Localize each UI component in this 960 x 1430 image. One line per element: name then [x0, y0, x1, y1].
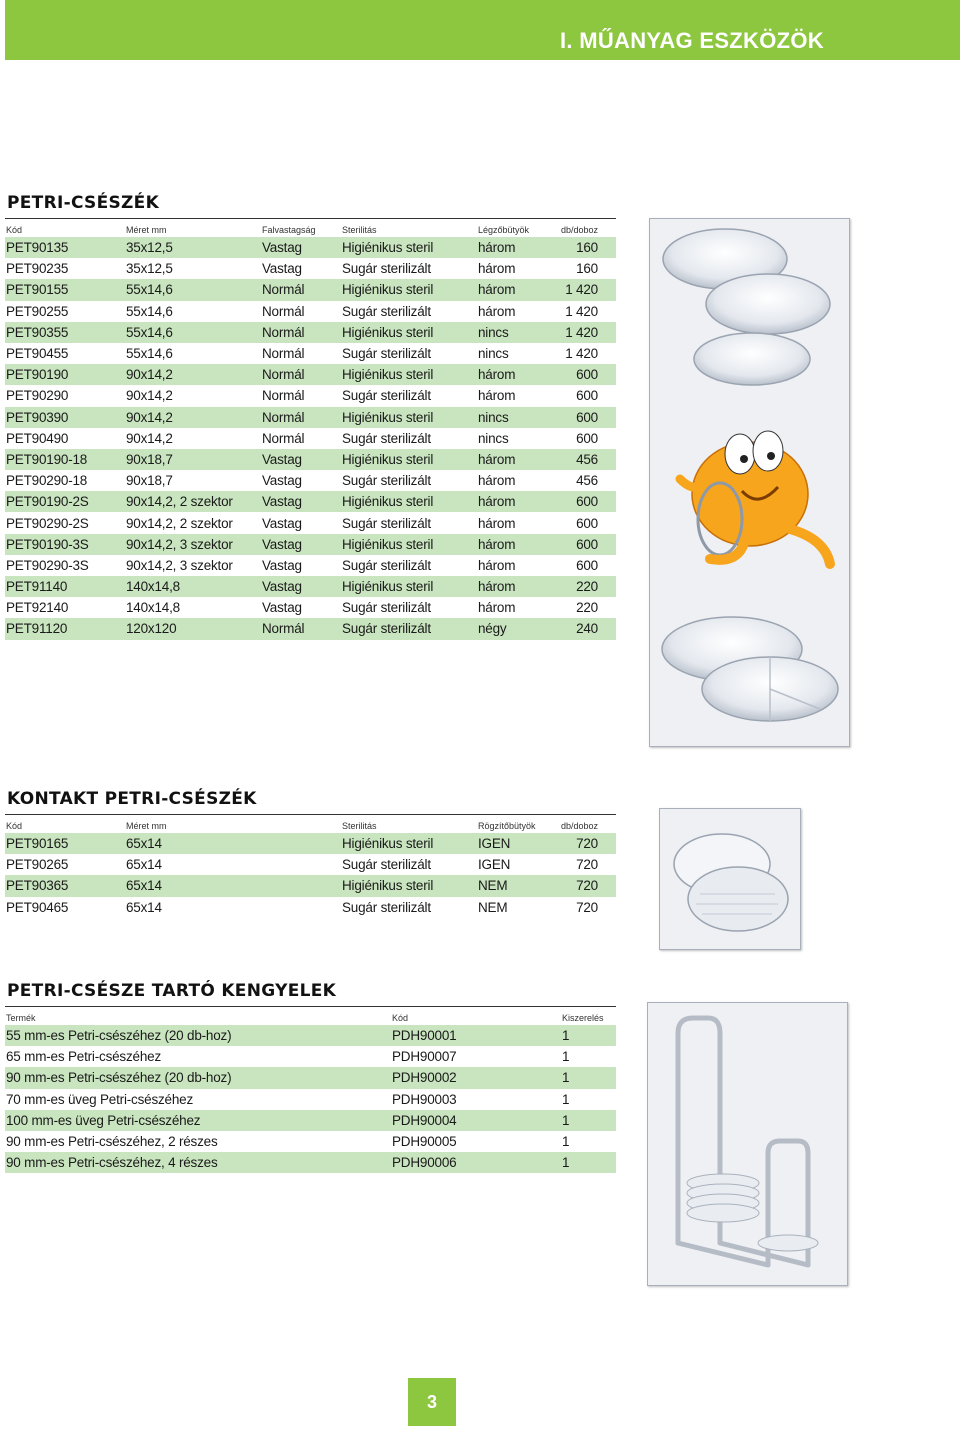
column-header: Rögzítőbütyök	[478, 820, 536, 831]
table-row	[5, 875, 616, 896]
table-cell: PET90465	[6, 899, 69, 915]
table-cell: Vastag	[262, 473, 302, 489]
table-cell: Normál	[262, 388, 305, 404]
table-cell: PET90190-3S	[5, 534, 125, 555]
column-header: Méret mm	[126, 820, 167, 831]
table-cell: IGEN	[478, 857, 511, 873]
table-row	[5, 1046, 616, 1067]
table-cell: három	[478, 388, 516, 404]
page-title: I. MŰANYAG ESZKÖZÖK	[559, 28, 824, 53]
table-cell: nincs	[477, 407, 550, 428]
table-cell	[261, 833, 341, 854]
table-cell: három	[478, 261, 516, 277]
table-cell: 1 420	[565, 346, 598, 362]
kontakt-table	[5, 818, 616, 918]
table-cell: 90x14,2	[125, 364, 261, 385]
table-cell: Normál	[261, 618, 341, 639]
table-cell: 720	[576, 899, 598, 915]
table-cell: Higiénikus steril	[341, 491, 477, 512]
table-cell: 90x14,2	[126, 430, 173, 446]
table-cell: Sugár sterilizált	[342, 303, 431, 319]
petri-dish-large-icon	[662, 617, 838, 721]
table-cell: PET90355	[5, 322, 125, 343]
table-cell: Vastag	[262, 557, 302, 573]
table-row	[5, 534, 616, 555]
table-cell: három	[477, 237, 550, 258]
table-cell: NEM	[477, 875, 550, 896]
table-cell: három	[477, 576, 550, 597]
table-cell: PET91140	[5, 576, 125, 597]
column-header: Légzőbütyök	[478, 224, 530, 235]
column-header: Falvastagság	[262, 224, 316, 235]
table-cell: PET90365	[5, 875, 125, 896]
table-cell: három	[477, 279, 550, 300]
table-cell: 600	[576, 557, 598, 573]
table-row	[5, 833, 616, 854]
table-cell: PDH90007	[392, 1049, 457, 1065]
table-cell: PDH90005	[392, 1134, 457, 1150]
tarto-table	[5, 1010, 616, 1173]
table-row	[5, 385, 616, 406]
table-cell: 720	[550, 875, 616, 896]
kontakt-petri-photo	[659, 808, 801, 950]
table-cell: Sugár sterilizált	[342, 600, 431, 616]
mascot-icon	[680, 431, 830, 564]
table-cell: 55x14,6	[126, 346, 173, 362]
table-cell: 456	[576, 473, 598, 489]
table-cell: 600	[576, 430, 598, 446]
table-cell: 90 mm-es Petri-csészéhez, 2 részes	[6, 1134, 218, 1150]
table-cell: Higiénikus steril	[341, 279, 477, 300]
table-cell: 90x14,2, 3 szektor	[125, 534, 261, 555]
table-cell	[261, 875, 341, 896]
petri-section-title: PETRI-CSÉSZÉK	[7, 193, 160, 213]
table-cell: Sugár sterilizált	[342, 261, 431, 277]
table-cell: három	[478, 600, 516, 616]
table-cell: 1 420	[565, 303, 598, 319]
column-header: Méret mm	[126, 224, 167, 235]
table-cell	[261, 897, 341, 918]
table-cell: Higiénikus steril	[341, 833, 477, 854]
table-cell: Vastag	[261, 534, 341, 555]
column-header: Kiszerelés	[562, 1012, 604, 1023]
table-row	[5, 343, 616, 364]
table-cell: Vastag	[261, 237, 341, 258]
table-cell: Higiénikus steril	[341, 576, 477, 597]
table-cell: 70 mm-es üveg Petri-csészéhez	[6, 1091, 194, 1107]
table-cell: PDH90002	[391, 1067, 561, 1088]
table-cell: Normál	[261, 407, 341, 428]
table-cell: 90x14,2	[125, 407, 261, 428]
table-cell: négy	[477, 618, 550, 639]
table-cell: PDH90004	[391, 1110, 561, 1131]
table-cell: PDH90006	[391, 1152, 561, 1173]
table-cell: nincs	[477, 322, 550, 343]
table-cell: 140x14,8	[126, 600, 180, 616]
table-cell: 1	[561, 1152, 616, 1173]
table-row	[5, 597, 616, 618]
table-cell: 720	[550, 833, 616, 854]
table-cell: Sugár sterilizált	[342, 899, 431, 915]
kontakt-header-row	[5, 818, 616, 833]
kontakt-section-title: KONTAKT PETRI-CSÉSZÉK	[7, 789, 257, 809]
table-cell: 456	[550, 449, 616, 470]
table-row	[5, 237, 616, 258]
table-cell: Higiénikus steril	[341, 449, 477, 470]
table-cell: PET90190-2S	[5, 491, 125, 512]
petri-header-row	[5, 222, 616, 237]
petri-table	[5, 222, 616, 640]
table-row	[5, 322, 616, 343]
table-row	[5, 1131, 616, 1152]
table-row	[5, 258, 616, 279]
column-header: Sterilitás	[342, 820, 377, 831]
table-cell: Sugár sterilizált	[342, 473, 431, 489]
table-cell: Higiénikus steril	[341, 407, 477, 428]
table-cell: 1	[561, 1110, 616, 1131]
table-row	[5, 301, 616, 322]
table-cell: 720	[576, 857, 598, 873]
table-row	[5, 1152, 616, 1173]
table-row	[5, 512, 616, 533]
table-cell: PET90265	[6, 857, 69, 873]
column-header: Sterilitás	[342, 224, 377, 235]
table-cell: 1 420	[550, 279, 616, 300]
column-header: Kód	[392, 1012, 409, 1023]
table-cell: Higiénikus steril	[341, 875, 477, 896]
column-header: db/doboz	[560, 820, 598, 831]
table-cell: 600	[550, 491, 616, 512]
table-cell: Vastag	[262, 261, 302, 277]
table-cell: Normál	[262, 303, 305, 319]
table-row	[5, 364, 616, 385]
table-cell: PET90290-2S	[6, 515, 89, 531]
table-cell: 65x14	[125, 833, 261, 854]
table-cell: PET90490	[6, 430, 69, 446]
petri-dishes-photo	[649, 218, 850, 747]
table-cell: 140x14,8	[125, 576, 261, 597]
table-cell: PET90390	[5, 407, 125, 428]
table-cell: 65x14	[125, 875, 261, 896]
tarto-title-rule	[5, 1006, 616, 1007]
table-cell: PET90255	[6, 303, 69, 319]
table-cell: 220	[576, 600, 598, 616]
table-row	[5, 491, 616, 512]
table-cell: három	[478, 515, 516, 531]
table-cell: 55x14,6	[125, 322, 261, 343]
table-cell: Sugár sterilizált	[342, 430, 431, 446]
table-cell: 1	[562, 1091, 570, 1107]
table-row	[5, 1089, 616, 1110]
column-header: Kód	[6, 224, 23, 235]
table-cell: Vastag	[262, 600, 302, 616]
table-cell: PET90190	[5, 364, 125, 385]
column-header: Termék	[6, 1012, 36, 1023]
table-row	[5, 897, 616, 918]
table-cell: 120x120	[125, 618, 261, 639]
table-cell: Normál	[262, 346, 305, 362]
table-cell: Higiénikus steril	[341, 237, 477, 258]
table-cell: 90 mm-es Petri-csészéhez (20 db-hoz)	[5, 1067, 391, 1088]
table-cell: PDH90001	[391, 1025, 561, 1046]
page-number: 3	[408, 1378, 456, 1426]
table-cell: 160	[550, 237, 616, 258]
table-cell: IGEN	[477, 833, 550, 854]
table-cell: 1 420	[550, 322, 616, 343]
rack-icon	[678, 1018, 808, 1265]
table-cell: 1	[561, 1067, 616, 1088]
kontakt-dish-icon	[674, 834, 788, 931]
table-cell	[261, 854, 341, 875]
table-cell: PDH90003	[392, 1091, 457, 1107]
table-cell: 65x14	[126, 899, 162, 915]
table-row	[5, 449, 616, 470]
table-cell: 600	[576, 388, 598, 404]
table-cell: Normál	[261, 279, 341, 300]
table-cell: Vastag	[261, 491, 341, 512]
table-cell: Sugár sterilizált	[341, 618, 477, 639]
table-cell: PET91120	[5, 618, 125, 639]
table-cell: PET90290	[6, 388, 69, 404]
table-cell: 1	[562, 1134, 570, 1150]
table-row	[5, 555, 616, 576]
table-cell: három	[478, 557, 516, 573]
table-cell: 65x14	[126, 857, 162, 873]
table-cell: PET90155	[5, 279, 125, 300]
table-row	[5, 428, 616, 449]
table-cell: 600	[576, 515, 598, 531]
petri-rack-photo	[647, 1002, 848, 1286]
column-header	[261, 818, 341, 833]
table-row	[5, 618, 616, 639]
table-cell: Sugár sterilizált	[342, 857, 431, 873]
table-cell: Sugár sterilizált	[342, 346, 431, 362]
table-cell: három	[477, 449, 550, 470]
table-cell: Normál	[261, 322, 341, 343]
table-row	[5, 1025, 616, 1046]
column-header: db/doboz	[560, 224, 598, 235]
table-cell: nincs	[478, 346, 509, 362]
petri-dish-icon	[663, 229, 830, 385]
table-row	[5, 279, 616, 300]
table-cell: Higiénikus steril	[341, 322, 477, 343]
table-cell: Normál	[261, 364, 341, 385]
table-cell: Vastag	[262, 515, 302, 531]
table-row	[5, 854, 616, 875]
table-cell: három	[477, 364, 550, 385]
table-cell: 65 mm-es Petri-csészéhez	[6, 1049, 161, 1065]
table-cell: 55 mm-es Petri-csészéhez (20 db-hoz)	[5, 1025, 391, 1046]
table-cell: Vastag	[261, 449, 341, 470]
table-cell: PET90135	[5, 237, 125, 258]
table-cell: 90x14,2, 2 szektor	[126, 515, 233, 531]
table-row	[5, 470, 616, 491]
table-cell: 100 mm-es üveg Petri-csészéhez	[5, 1110, 391, 1131]
table-cell: PET92140	[6, 600, 69, 616]
table-cell: PET90290-3S	[6, 557, 89, 573]
table-cell: PET90165	[5, 833, 125, 854]
table-cell: PET90235	[6, 261, 69, 277]
table-cell: 90x14,2	[126, 388, 173, 404]
table-cell: 90x14,2, 2 szektor	[125, 491, 261, 512]
kontakt-title-rule	[5, 814, 616, 815]
table-cell: 160	[576, 261, 598, 277]
table-cell: Higiénikus steril	[341, 364, 477, 385]
table-cell: Higiénikus steril	[341, 534, 477, 555]
table-row	[5, 1110, 616, 1131]
table-cell: 35x12,5	[125, 237, 261, 258]
table-cell: 600	[550, 407, 616, 428]
petri-title-rule	[5, 218, 616, 219]
table-cell: 1	[561, 1025, 616, 1046]
table-cell: három	[478, 303, 516, 319]
table-cell: 600	[550, 534, 616, 555]
table-cell: Vastag	[261, 576, 341, 597]
tarto-section-title: PETRI-CSÉSZE TARTÓ KENGYELEK	[7, 981, 337, 1001]
table-cell: PET90190-18	[5, 449, 125, 470]
column-header: Kód	[6, 820, 23, 831]
table-cell: NEM	[478, 899, 508, 915]
table-cell: 220	[550, 576, 616, 597]
table-cell: Sugár sterilizált	[342, 388, 431, 404]
table-cell: három	[477, 534, 550, 555]
table-cell: 55x14,6	[125, 279, 261, 300]
table-cell: Sugár sterilizált	[342, 515, 431, 531]
table-cell: 35x12,5	[126, 261, 173, 277]
table-cell: 240	[550, 618, 616, 639]
stacked-dishes-icon	[687, 1174, 818, 1251]
table-cell: Normál	[262, 430, 305, 446]
table-row	[5, 576, 616, 597]
table-cell: 90x18,7	[125, 449, 261, 470]
table-cell: 600	[550, 364, 616, 385]
table-cell: Sugár sterilizált	[342, 557, 431, 573]
table-cell: 1	[562, 1049, 570, 1065]
table-cell: PET90455	[6, 346, 69, 362]
table-cell: három	[478, 473, 516, 489]
table-cell: nincs	[478, 430, 509, 446]
table-cell: 55x14,6	[126, 303, 173, 319]
table-cell: három	[477, 491, 550, 512]
table-cell: 90x18,7	[126, 473, 173, 489]
table-cell: 90x14,2, 3 szektor	[126, 557, 233, 573]
table-cell: PET90290-18	[6, 473, 88, 489]
table-cell: 90 mm-es Petri-csészéhez, 4 részes	[5, 1152, 391, 1173]
table-row	[5, 407, 616, 428]
table-row	[5, 1067, 616, 1088]
tarto-header-row	[5, 1010, 616, 1025]
